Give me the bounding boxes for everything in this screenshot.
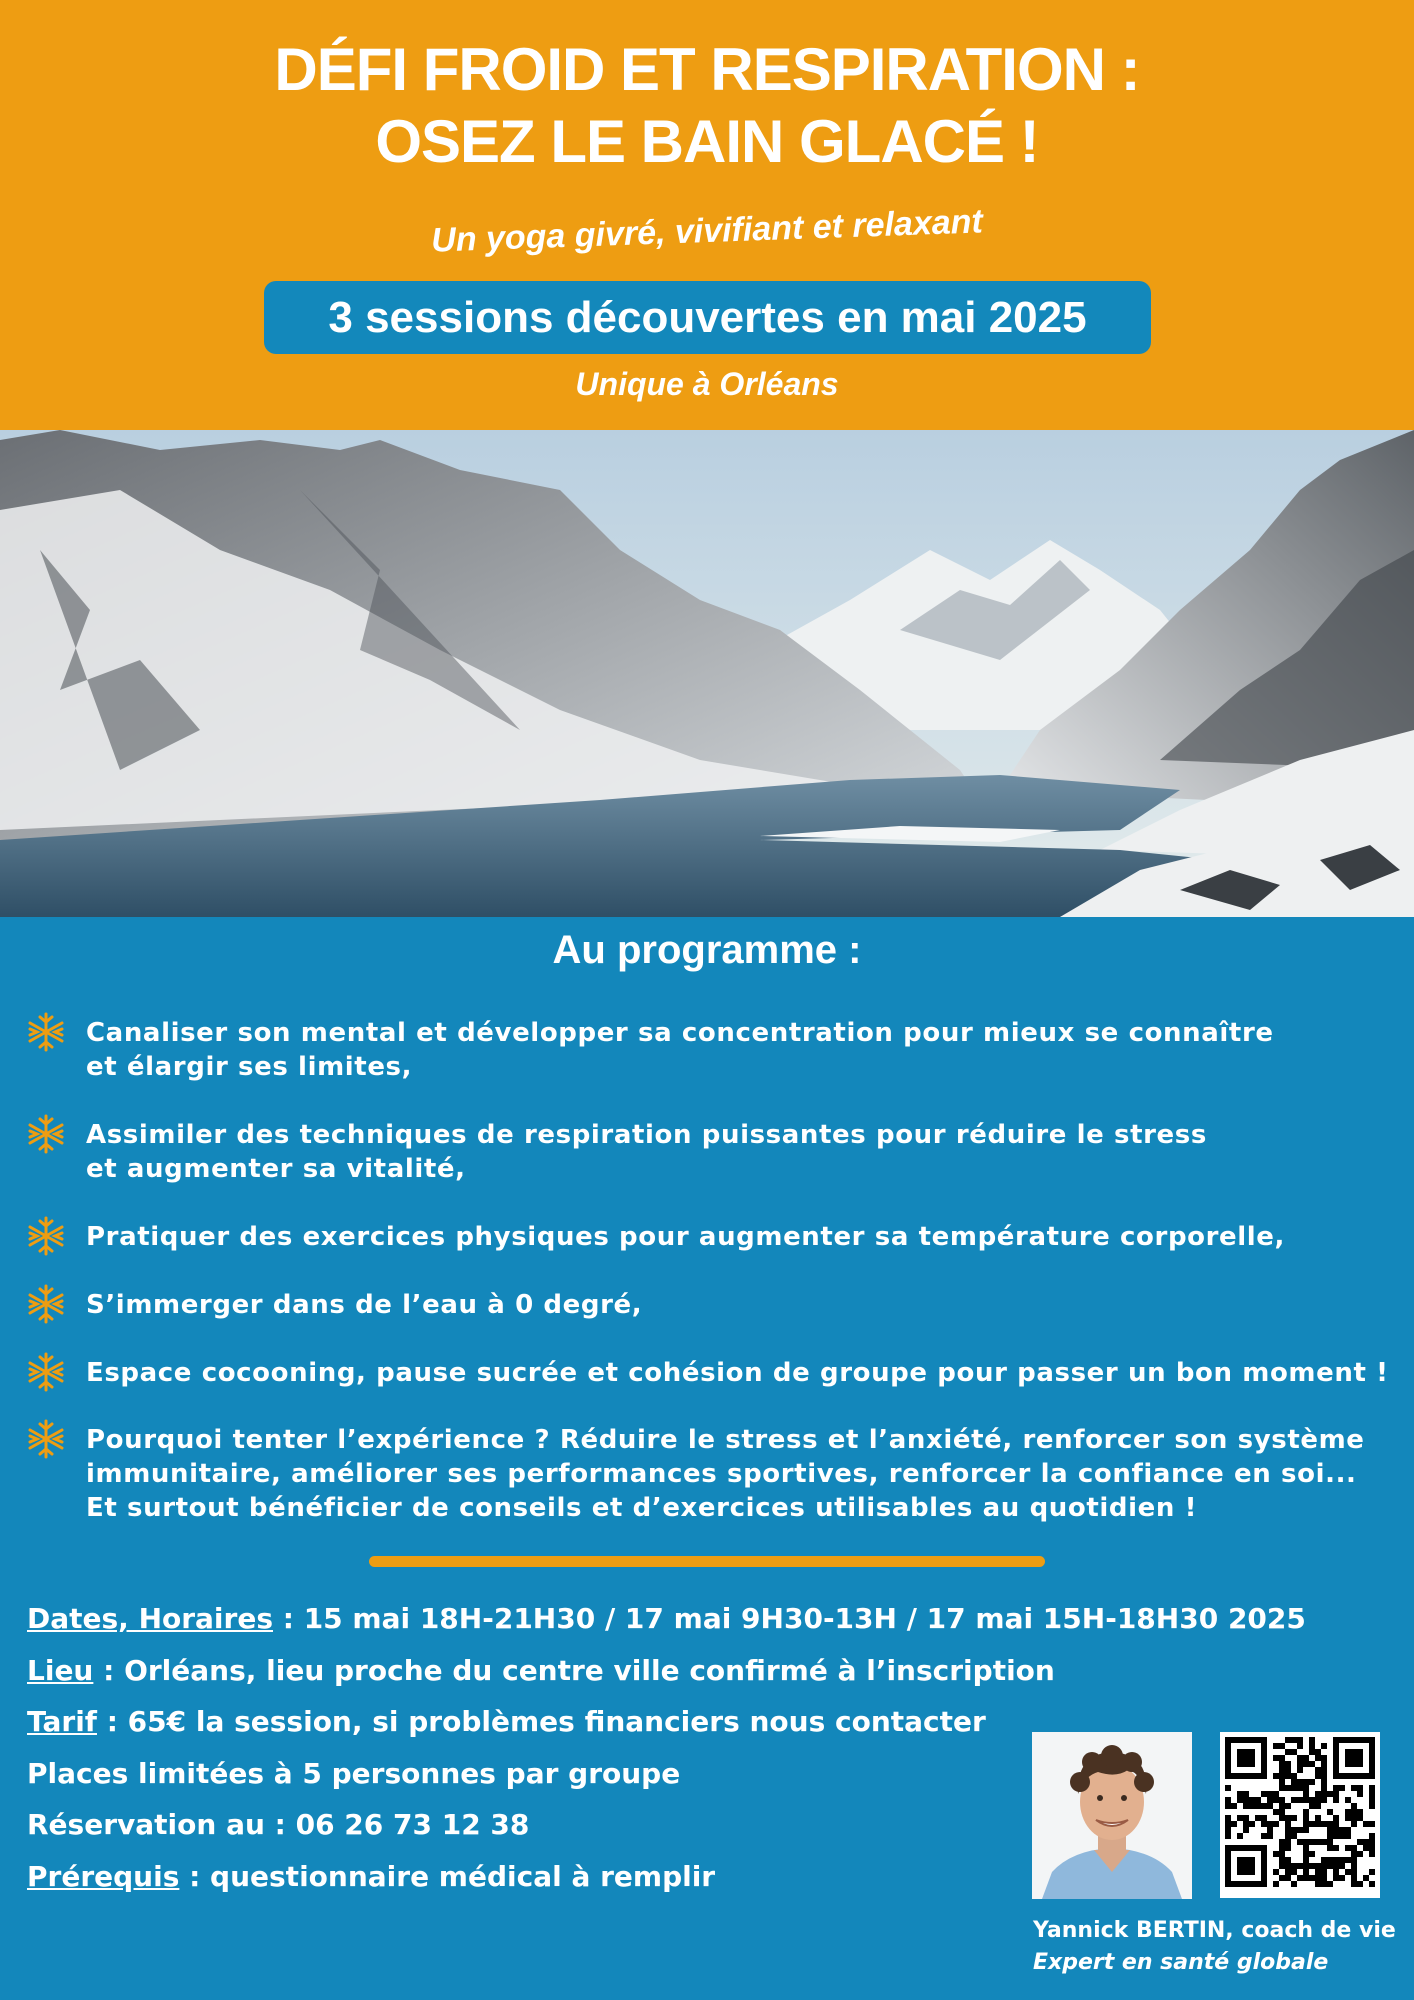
sessions-badge: 3 sessions découvertes en mai 2025 bbox=[264, 281, 1151, 354]
item-text: Pourquoi tenter l’expérience ? Réduire le stress et l’anxiété, renforcer son système immunitaire, améliorer ses performances sportives, renforcer la confiance en soi... Et surtout bénéficier de conseils et d’exercices utilisables au quotidien ! bbox=[86, 1425, 1365, 1523]
dates-line bbox=[27, 1599, 1306, 1639]
item-text: Pratiquer des exercices physiques pour augmenter sa température corporelle, bbox=[86, 1222, 1286, 1252]
subtitle: Un yoga givré, vivifiant et relaxant bbox=[430, 202, 984, 260]
section-divider bbox=[369, 1556, 1045, 1567]
item-text: Canaliser son mental et développer sa concentration pour mieux se connaître et élargir ses limites, bbox=[86, 1018, 1274, 1082]
tarif-line bbox=[27, 1702, 986, 1742]
coach-name: Yannick BERTIN, coach de vie bbox=[1033, 1918, 1396, 1943]
snowflake-icon bbox=[26, 1419, 66, 1459]
dates-value: : 15 mai 18H-21H30 / 17 mai 9H30-13H / 17 mai 15H-18H30 2025 bbox=[273, 1602, 1306, 1635]
page-title bbox=[0, 34, 1414, 178]
snowflake-icon bbox=[26, 1216, 66, 1256]
tarif-label: Tarif bbox=[27, 1705, 97, 1738]
lieu-value: : Orléans, lieu proche du centre ville confirmé à l’inscription bbox=[93, 1654, 1055, 1687]
item-text: S’immerger dans de l’eau à 0 degré, bbox=[86, 1290, 643, 1320]
prerequis-line bbox=[27, 1857, 715, 1897]
dates-label: Dates, Horaires bbox=[27, 1602, 273, 1635]
mountain-lake-photo bbox=[0, 430, 1414, 917]
qr-code[interactable] bbox=[1220, 1732, 1380, 1898]
coach-portrait bbox=[1032, 1732, 1192, 1899]
snowflake-icon bbox=[26, 1284, 66, 1324]
prerequis-value: : questionnaire médical à remplir bbox=[179, 1860, 716, 1893]
coach-role: Expert en santé globale bbox=[1033, 1950, 1329, 1975]
title-line-2: OSEZ LE BAIN GLACÉ ! bbox=[375, 108, 1039, 175]
header-banner bbox=[0, 0, 1414, 430]
places-line: Places limitées à 5 personnes par groupe bbox=[27, 1757, 681, 1790]
snowflake-icon bbox=[26, 1352, 66, 1392]
title-line-1: DÉFI FROID ET RESPIRATION : bbox=[274, 36, 1140, 103]
program-title: Au programme : bbox=[552, 928, 862, 972]
prerequis-label: Prérequis bbox=[27, 1860, 180, 1893]
item-text: Espace cocooning, pause sucrée et cohésion de groupe pour passer un bon moment ! bbox=[86, 1358, 1389, 1388]
snowflake-icon bbox=[26, 1012, 66, 1052]
tarif-value: : 65€ la session, si problèmes financiers nous contacter bbox=[96, 1705, 986, 1738]
snowflake-icon bbox=[26, 1114, 66, 1154]
lieu-label: Lieu bbox=[27, 1654, 94, 1687]
reservation-line[interactable]: Réservation au : 06 26 73 12 38 bbox=[27, 1808, 530, 1841]
item-text: Assimiler des techniques de respiration puissantes pour réduire le stress et augmenter sa vitalité, bbox=[86, 1120, 1207, 1184]
lieu-line bbox=[27, 1651, 1055, 1691]
location-tagline: Unique à Orléans bbox=[575, 366, 839, 402]
